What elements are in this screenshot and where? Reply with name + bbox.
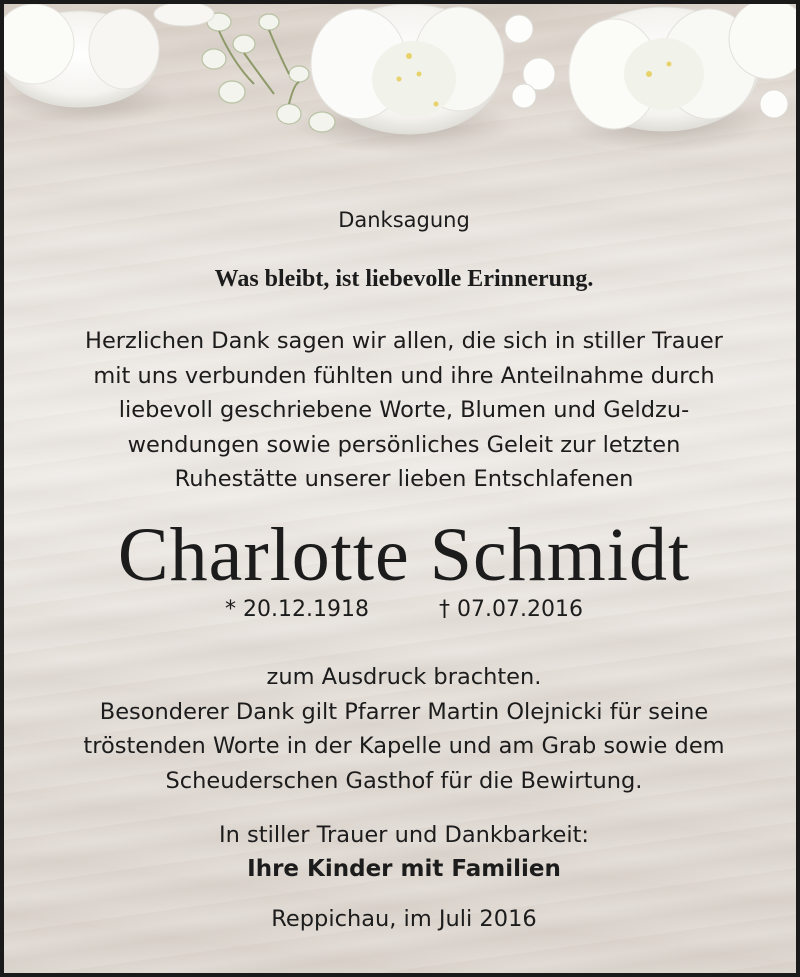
paragraph-line: Scheuderschen Gasthof für die Bewirtung. xyxy=(165,767,643,794)
signature: Ihre Kinder mit Familien xyxy=(247,856,561,882)
white-flowers-decoration xyxy=(4,4,800,154)
paragraph-line: Ruhestätte unserer lieben Entschlafenen xyxy=(174,466,634,492)
special-thanks-paragraph xyxy=(4,660,800,798)
birth-date: * 20.12.1918 xyxy=(225,597,369,622)
life-dates xyxy=(4,597,800,622)
place-date: Reppichau, im Juli 2016 xyxy=(271,906,537,932)
heading-danksagung: Danksagung xyxy=(338,208,470,232)
paragraph-line: wendungen sowie persönliches Geleit zur letzten xyxy=(127,431,681,458)
thanks-paragraph xyxy=(4,324,800,497)
paragraph-line: Besonderer Dank gilt Pfarrer Martin Olejnicki für seine xyxy=(99,698,709,725)
death-date: † 07.07.2016 xyxy=(439,597,583,622)
paragraph-line: tröstenden Worte in der Kapelle und am Grab sowie dem xyxy=(83,733,725,759)
paragraph-line: liebevoll geschriebene Worte, Blumen und Geldzu- xyxy=(118,397,690,423)
deceased-name: Charlotte Schmidt xyxy=(117,513,691,597)
paragraph-line: mit uns verbunden fühlten und ihre Anteilnahme durch xyxy=(93,362,715,389)
paragraph-line: Herzlichen Dank sagen wir allen, die sich in stiller Trauer xyxy=(85,328,723,354)
motto: Was bleibt, ist liebevolle Erinnerung. xyxy=(214,266,594,292)
closing-line: In stiller Trauer und Dankbarkeit: xyxy=(219,822,589,848)
paragraph-line: zum Ausdruck brachten. xyxy=(266,664,542,690)
